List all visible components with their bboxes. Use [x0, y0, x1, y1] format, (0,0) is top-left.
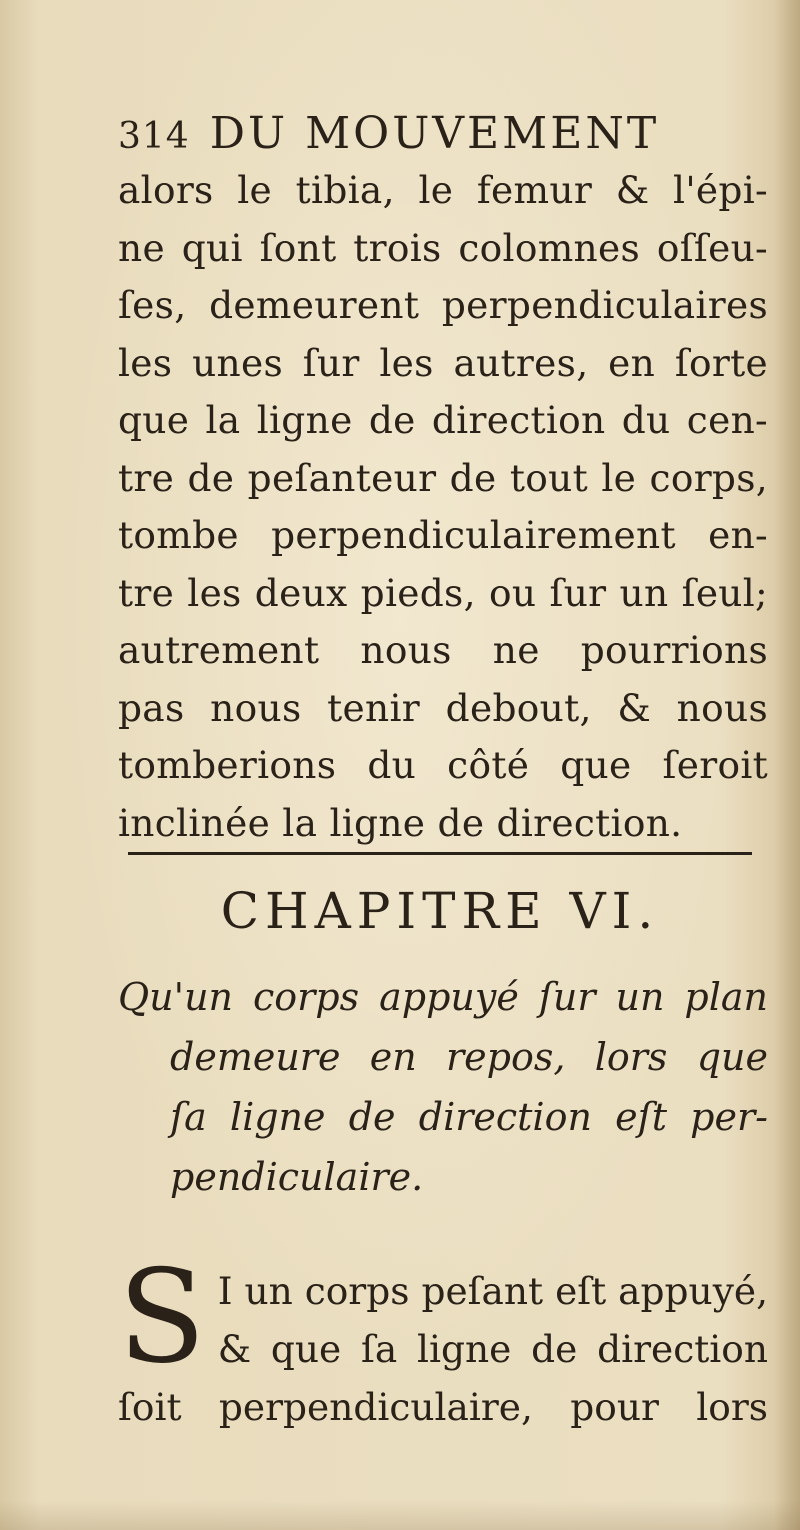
text-line: pas nous tenir debout, & nous	[118, 685, 768, 730]
text-line: autrement nous ne pourrions	[118, 628, 768, 672]
summary-line: ſa ligne de direction eſt per-	[170, 1095, 768, 1139]
text-line: tombe perpendiculairement en-	[118, 513, 768, 557]
page-bottom-shadow	[0, 1500, 800, 1530]
text-line: que la ligne de direction du cen-	[118, 398, 768, 442]
text-line: alors le tibia, le femur & l'épi-	[118, 168, 768, 212]
text-line: & que ſa ligne de direction	[217, 1327, 768, 1371]
page-number: 314	[118, 116, 190, 157]
body-paragraph	[118, 162, 768, 852]
chapter-divider-rule	[128, 852, 752, 855]
chapter-title: CHAPITRE VI.	[220, 882, 660, 940]
text-line: I un corps peſant eſt appuyé,	[217, 1269, 768, 1313]
chapter-summary	[118, 967, 768, 1207]
page-header	[118, 108, 758, 168]
text-line: tre les deux pieds, ou ſur un ſeul;	[118, 570, 768, 615]
running-head: DU MOUVEMENT	[209, 108, 660, 159]
text-line: ſoit perpendiculaire, pour lors	[118, 1385, 768, 1429]
summary-line: Qu'un corps appuyé ſur un plan	[118, 975, 768, 1019]
summary-line: pendiculaire.	[170, 1155, 424, 1199]
text-line: tre de peſanteur de tout le corps,	[118, 455, 768, 500]
text-line: ne qui ſont trois colomnes oſſeu-	[118, 225, 768, 270]
summary-line: demeure en repos, lors que	[170, 1035, 768, 1079]
text-line: inclinée la ligne de direction.	[118, 800, 683, 845]
text-line: ſes, demeurent perpendiculaires	[118, 283, 768, 327]
text-line: les unes ſur les autres, en ſorte	[118, 340, 768, 385]
section-paragraph	[118, 1243, 768, 1436]
text-line: tomberions du côté que ſeroit	[118, 743, 768, 787]
drop-cap: S	[118, 1243, 206, 1392]
page-edge-shadow	[774, 0, 800, 1530]
